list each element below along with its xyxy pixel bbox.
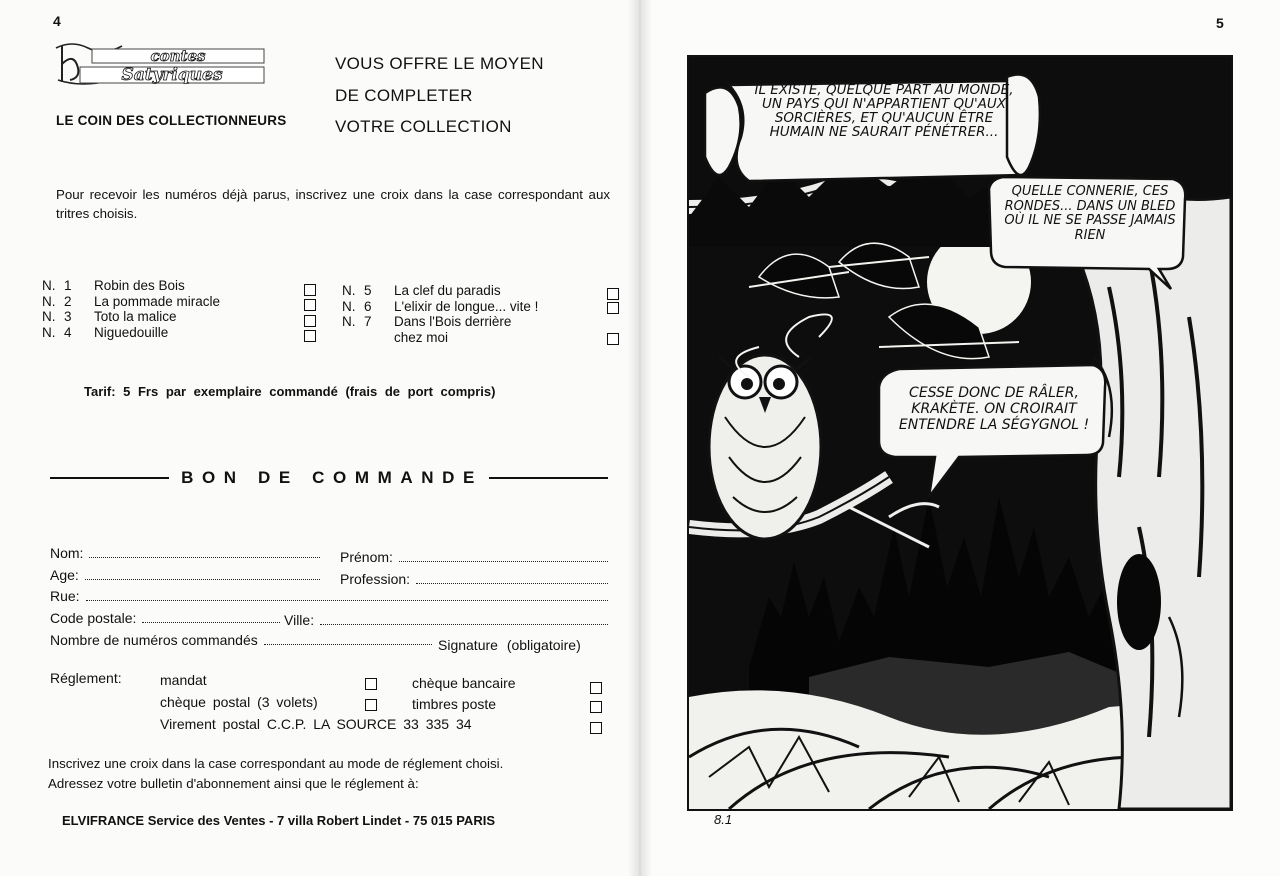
checkbox-title-5[interactable] bbox=[607, 288, 619, 300]
page-number-right: 5 bbox=[1216, 15, 1224, 31]
offer-line: VOTRE COLLECTION bbox=[335, 117, 512, 136]
section-heading: LE COIN DES COLLECTIONNEURS bbox=[56, 113, 287, 128]
checkbox-mandat[interactable] bbox=[365, 678, 377, 690]
checkbox-title-2[interactable] bbox=[304, 299, 316, 311]
title-list-right bbox=[342, 283, 538, 345]
checkbox-title-4[interactable] bbox=[304, 330, 316, 342]
code-postal-field[interactable]: Code postale: bbox=[50, 610, 280, 626]
checkbox-title-6[interactable] bbox=[607, 302, 619, 314]
option-cheque-bancaire: chèque bancaire bbox=[412, 675, 516, 691]
option-virement: Virement postal C.C.P. LA SOURCE 33 335 34 bbox=[160, 716, 472, 732]
list-item: N. 6 L'elixir de longue... vite ! bbox=[342, 298, 539, 314]
checkbox-timbres[interactable] bbox=[590, 701, 602, 713]
divider bbox=[50, 477, 169, 479]
list-item: N. 7 Dans l'Bois derrière bbox=[342, 314, 512, 329]
mailing-address: ELVIFRANCE Service des Ventes - 7 villa Robert Lindet - 75 015 PARIS bbox=[62, 813, 495, 828]
book-gutter bbox=[628, 0, 652, 876]
signature-label: Signature (obligatoire) bbox=[438, 637, 581, 653]
logo-line1: contes bbox=[150, 47, 206, 65]
owl bbox=[709, 355, 821, 539]
checkbox-cheque-postal[interactable] bbox=[365, 699, 377, 711]
option-mandat: mandat bbox=[160, 672, 207, 688]
comic-panel bbox=[687, 55, 1233, 811]
intro-paragraph: Pour recevoir les numéros déjà parus, inscrivez une croix dans la case correspondant aux tritres choisis. bbox=[56, 187, 610, 221]
prenom-field[interactable]: Prénom: bbox=[340, 549, 608, 565]
tree-hollow bbox=[1117, 554, 1161, 650]
checkbox-title-1[interactable] bbox=[304, 284, 316, 296]
speech-text-1: QUELLE CONNERIE, CES RONDES... DANS UN BLED OÙ IL NE SE PASSE JAMAIS RIEN bbox=[1004, 184, 1176, 243]
offer-text bbox=[335, 48, 544, 143]
offer-line: DE COMPLETER bbox=[335, 85, 473, 105]
list-item: N. 4 Niguedouille bbox=[42, 324, 169, 340]
list-item: chez moi bbox=[394, 329, 449, 345]
instruction-line: Adressez votre bulletin d'abonnement ainsi que le réglement à: bbox=[48, 776, 419, 791]
logo-line2: Satyriques bbox=[121, 65, 223, 85]
order-form-title: BON DE COMMANDE bbox=[181, 468, 483, 487]
title-list-left bbox=[42, 278, 220, 340]
comic-illustration bbox=[689, 57, 1231, 809]
rue-field[interactable]: Rue: bbox=[50, 588, 608, 604]
speech-text-2: CESSE DONC DE RÂLER, KRAKÈTE. ON CROIRAIT ENTENDRE LA SÉGYGNOL ! bbox=[898, 385, 1090, 433]
price-note: Tarif: 5 Frs par exemplaire commandé (frais de port compris) bbox=[84, 384, 496, 399]
list-item: N. 3 Toto la malice bbox=[42, 309, 177, 324]
checkbox-virement[interactable] bbox=[590, 722, 602, 734]
contes-satyriques-logo bbox=[52, 40, 270, 88]
offer-line: VOUS OFFRE LE MOYEN bbox=[335, 54, 544, 73]
nom-field[interactable]: Nom: bbox=[50, 545, 320, 561]
checkbox-cheque-bancaire[interactable] bbox=[590, 682, 602, 694]
reglement-label: Réglement: bbox=[50, 670, 122, 686]
checkbox-title-3[interactable] bbox=[304, 315, 316, 327]
list-item: N. 5 La clef du paradis bbox=[342, 283, 501, 298]
instruction-line: Inscrivez une croix dans la case correspondant au mode de réglement choisi. bbox=[48, 756, 504, 771]
divider bbox=[489, 477, 608, 479]
artist-signature: 8.1 bbox=[714, 812, 733, 827]
order-form-heading bbox=[50, 468, 608, 488]
caption-text: IL EXISTE, QUELQUE PART AU MONDE, UN PAYS QUI N'APPARTIENT QU'AUX SORCIÈRES, ET QU'AUCUN ÊTRE HUMAIN NE SAURAIT PÉNÉTRER... bbox=[754, 82, 1014, 140]
ville-field[interactable]: Ville: bbox=[284, 612, 608, 628]
option-timbres: timbres poste bbox=[412, 696, 497, 712]
option-cheque-postal: chèque postal (3 volets) bbox=[160, 694, 318, 710]
age-field[interactable]: Age: bbox=[50, 567, 320, 583]
list-item: N. 1 Robin des Bois bbox=[42, 278, 185, 293]
profession-field[interactable]: Profession: bbox=[340, 571, 608, 587]
checkbox-title-7[interactable] bbox=[607, 333, 619, 345]
list-item: N. 2 La pommade miracle bbox=[42, 293, 221, 309]
page-number-left: 4 bbox=[53, 13, 61, 29]
nombre-field[interactable]: Nombre de numéros commandés bbox=[50, 632, 432, 648]
instructions bbox=[48, 754, 606, 794]
